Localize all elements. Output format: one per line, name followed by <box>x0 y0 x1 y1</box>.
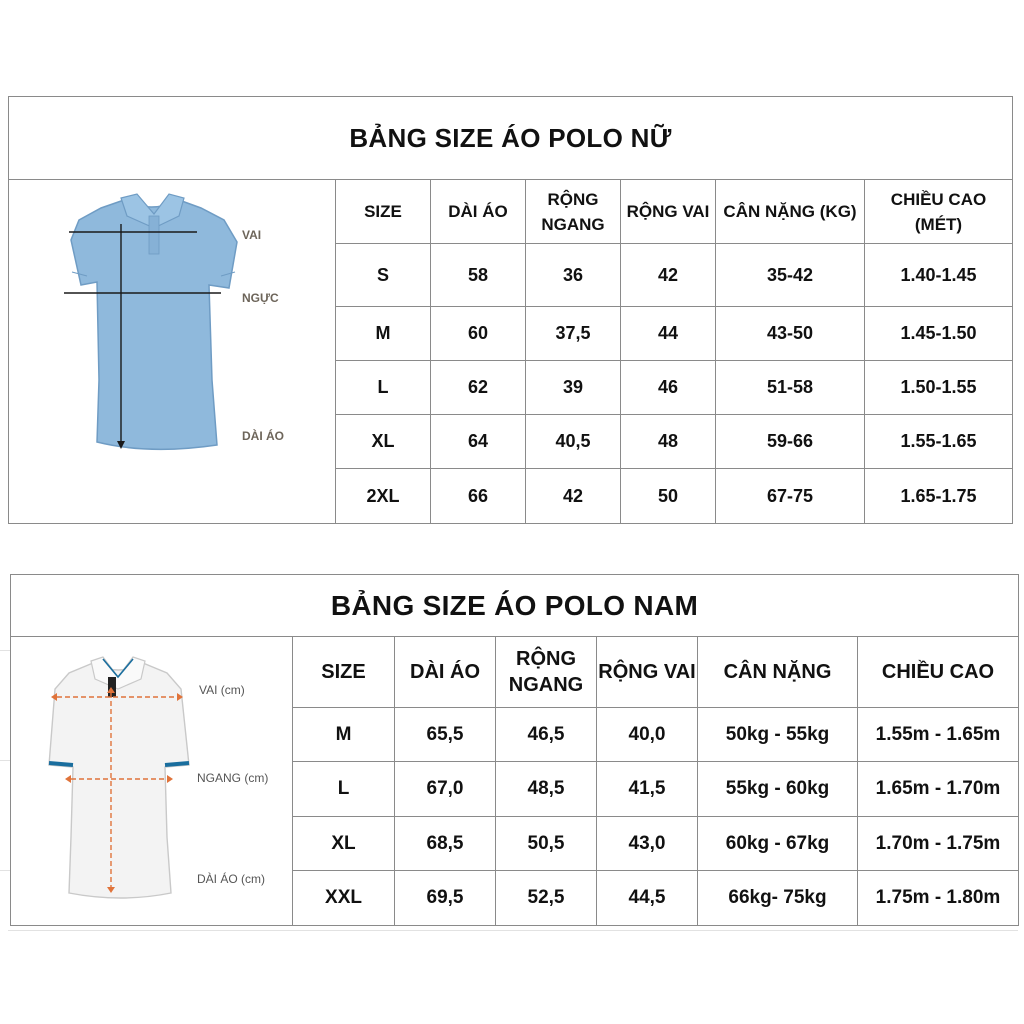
cell-height: 1.75m - 1.80m <box>858 871 1019 926</box>
women-label-length: DÀI ÁO <box>242 429 284 443</box>
cell-height: 1.65-1.75 <box>865 469 1013 524</box>
header-length: DÀI ÁO <box>395 637 496 708</box>
header-weight: CÂN NẶNG <box>698 637 858 708</box>
cell-weight: 35-42 <box>716 244 865 307</box>
cell-size: M <box>336 307 431 361</box>
cell-weight: 51-58 <box>716 361 865 415</box>
cell-size: 2XL <box>336 469 431 524</box>
cell-weight: 67-75 <box>716 469 865 524</box>
women-shirt-illustration <box>9 180 336 523</box>
cell-width: 36 <box>526 244 621 307</box>
women-label-chest: NGỰC <box>242 291 279 305</box>
cell-width: 39 <box>526 361 621 415</box>
cell-width: 42 <box>526 469 621 524</box>
cell-height: 1.45-1.50 <box>865 307 1013 361</box>
men-size-table <box>292 636 1019 926</box>
cell-size: XL <box>293 817 395 871</box>
cell-shoulder: 42 <box>621 244 716 307</box>
sheet-gridline <box>8 930 1018 931</box>
cell-size: S <box>336 244 431 307</box>
sheet-gridline <box>0 760 10 761</box>
table-row <box>336 307 1013 361</box>
table-row <box>293 762 1019 817</box>
cell-length: 65,5 <box>395 708 496 762</box>
cell-size: XL <box>336 415 431 469</box>
cell-length: 67,0 <box>395 762 496 817</box>
cell-weight: 60kg - 67kg <box>698 817 858 871</box>
header-width: RỘNG NGANG <box>496 637 597 708</box>
women-header-row <box>336 180 1013 244</box>
women-size-table <box>335 179 1013 524</box>
cell-length: 58 <box>431 244 526 307</box>
cell-weight: 55kg - 60kg <box>698 762 858 817</box>
cell-shoulder: 44 <box>621 307 716 361</box>
table-row <box>336 415 1013 469</box>
men-shirt-illustration <box>11 637 293 925</box>
men-label-length: DÀI ÁO (cm) <box>197 872 265 886</box>
table-row <box>293 708 1019 762</box>
cell-weight: 50kg - 55kg <box>698 708 858 762</box>
women-label-shoulder: VAI <box>242 228 262 242</box>
men-chart-title: BẢNG SIZE ÁO POLO NAM <box>11 575 1018 637</box>
header-weight: CÂN NẶNG (KG) <box>716 180 865 244</box>
cell-height: 1.50-1.55 <box>865 361 1013 415</box>
cell-weight: 66kg- 75kg <box>698 871 858 926</box>
cell-shoulder: 46 <box>621 361 716 415</box>
cell-width: 48,5 <box>496 762 597 817</box>
sheet-gridline <box>0 650 10 651</box>
cell-weight: 43-50 <box>716 307 865 361</box>
cell-size: L <box>293 762 395 817</box>
cell-height: 1.65m - 1.70m <box>858 762 1019 817</box>
cell-shoulder: 48 <box>621 415 716 469</box>
women-chart-title: BẢNG SIZE ÁO POLO NỮ <box>9 97 1012 180</box>
table-row <box>293 871 1019 926</box>
cell-shoulder: 40,0 <box>597 708 698 762</box>
cell-length: 68,5 <box>395 817 496 871</box>
cell-weight: 59-66 <box>716 415 865 469</box>
cell-width: 50,5 <box>496 817 597 871</box>
cell-shoulder: 41,5 <box>597 762 698 817</box>
header-height: CHIỀU CAO (MÉT) <box>865 180 1013 244</box>
women-polo-shirt-image <box>9 180 335 523</box>
table-row <box>336 244 1013 307</box>
cell-length: 64 <box>431 415 526 469</box>
cell-height: 1.55m - 1.65m <box>858 708 1019 762</box>
men-header-row <box>293 637 1019 708</box>
men-size-chart <box>10 574 1019 926</box>
header-length: DÀI ÁO <box>431 180 526 244</box>
cell-length: 66 <box>431 469 526 524</box>
cell-shoulder: 50 <box>621 469 716 524</box>
cell-width: 52,5 <box>496 871 597 926</box>
cell-size: M <box>293 708 395 762</box>
header-height: CHIỀU CAO <box>858 637 1019 708</box>
table-row <box>336 361 1013 415</box>
cell-length: 69,5 <box>395 871 496 926</box>
cell-size: L <box>336 361 431 415</box>
cell-width: 40,5 <box>526 415 621 469</box>
cell-size: XXL <box>293 871 395 926</box>
cell-shoulder: 44,5 <box>597 871 698 926</box>
cell-height: 1.40-1.45 <box>865 244 1013 307</box>
sheet-gridline <box>0 870 10 871</box>
header-shoulder: RỘNG VAI <box>621 180 716 244</box>
cell-shoulder: 43,0 <box>597 817 698 871</box>
table-row <box>336 469 1013 524</box>
header-width: RỘNG NGANG <box>526 180 621 244</box>
header-size: SIZE <box>336 180 431 244</box>
women-size-chart <box>8 96 1013 524</box>
men-label-shoulder: VAI (cm) <box>199 683 245 697</box>
header-size: SIZE <box>293 637 395 708</box>
table-row <box>293 817 1019 871</box>
cell-height: 1.55-1.65 <box>865 415 1013 469</box>
cell-length: 62 <box>431 361 526 415</box>
cell-width: 37,5 <box>526 307 621 361</box>
men-label-chest: NGANG (cm) <box>197 771 269 785</box>
cell-height: 1.70m - 1.75m <box>858 817 1019 871</box>
header-shoulder: RỘNG VAI <box>597 637 698 708</box>
cell-width: 46,5 <box>496 708 597 762</box>
cell-length: 60 <box>431 307 526 361</box>
